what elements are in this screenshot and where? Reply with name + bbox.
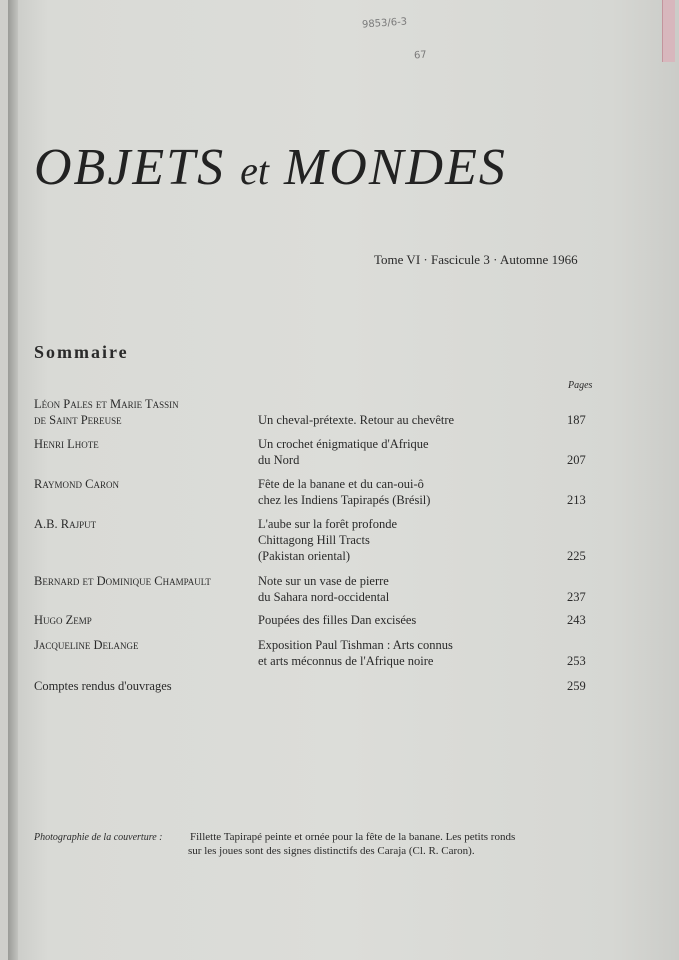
- title-part-et: et: [240, 148, 269, 193]
- toc-article-title: [258, 476, 548, 508]
- pencil-mark-shelf: 9853/6-3: [361, 16, 408, 31]
- toc-author-line: Raymond Caron: [34, 477, 119, 491]
- toc-page-number: 225: [567, 549, 586, 563]
- cover-caption-line2: sur les joues sont des signes distinctifs des Caraja (Cl. R. Caron).: [188, 845, 475, 857]
- journal-title: [34, 138, 634, 197]
- cover-caption-label: Photographie de la couverture :: [34, 832, 163, 843]
- toc-page-number: 253: [567, 654, 586, 668]
- toc-article-line: chez les Indiens Tapirapés (Brésil): [258, 493, 431, 507]
- cover-caption-line1: Fillette Tapirapé peinte et ornée pour la fête de la banane. Les petits ronds: [190, 831, 516, 843]
- toc-page-number: 187: [567, 413, 586, 427]
- toc-author: [34, 436, 254, 452]
- toc-author-line: Henri Lhote: [34, 437, 99, 451]
- toc-article-line: Exposition Paul Tishman : Arts connus: [258, 638, 453, 652]
- pencil-mark-number: 67: [413, 49, 428, 62]
- toc-article-title: [258, 573, 548, 605]
- toc-author-line: A.B. Rajput: [34, 517, 97, 531]
- toc-author-line: Hugo Zemp: [34, 613, 92, 627]
- binding-spine: [8, 0, 18, 960]
- title-part-objets: OBJETS: [34, 139, 226, 196]
- toc-author: [34, 396, 254, 428]
- toc-author: [34, 612, 254, 628]
- toc-author: [34, 476, 254, 492]
- issue-info: Tome VI · Fascicule 3 · Automne 1966: [374, 252, 578, 267]
- toc-page-number: 237: [567, 590, 586, 604]
- toc-article-line: du Nord: [258, 453, 300, 467]
- toc-author-line: de Saint Pereuse: [34, 413, 122, 427]
- toc-article-title: [258, 637, 548, 669]
- toc-article-line: Un crochet énigmatique d'Afrique: [258, 437, 429, 451]
- toc-article-line: Un cheval-prétexte. Retour au chevêtre: [258, 413, 455, 427]
- toc-article-title: [258, 412, 548, 428]
- toc-article-line: et arts méconnus de l'Afrique noire: [258, 654, 434, 668]
- toc-page-number: 207: [567, 453, 586, 467]
- toc-article-line: Chittagong Hill Tracts: [258, 533, 370, 547]
- toc-author-line: Bernard et Dominique Champault: [34, 574, 211, 588]
- toc-article-line: (Pakistan oriental): [258, 549, 350, 563]
- toc-author: [34, 637, 254, 653]
- toc-article-line: du Sahara nord-occidental: [258, 590, 390, 604]
- toc-article-line: Poupées des filles Dan excisées: [258, 613, 417, 627]
- toc-article-line: Note sur un vase de pierre: [258, 574, 389, 588]
- toc-author: [34, 573, 254, 589]
- toc-author-line: Léon Pales et Marie Tassin: [34, 397, 179, 411]
- contents-heading: Sommaire: [34, 342, 129, 362]
- toc-article-title: [258, 436, 548, 468]
- toc-article-title: [258, 612, 548, 628]
- toc-page-number: 259: [567, 679, 586, 693]
- toc-page-number: 213: [567, 493, 586, 507]
- toc-page-number: 243: [567, 613, 586, 627]
- toc-author: [34, 516, 254, 532]
- toc-article-title: [258, 516, 548, 564]
- title-part-mondes: MONDES: [283, 139, 507, 196]
- reviews-label: Comptes rendus d'ouvrages: [34, 679, 172, 693]
- toc-article-line: Fête de la banane et du can-oui-ô: [258, 477, 424, 491]
- toc-author-line: Jacqueline Delange: [34, 638, 139, 652]
- pages-column-label: Pages: [568, 380, 593, 391]
- library-sticker: [662, 0, 675, 62]
- toc-article-line: L'aube sur la forêt profonde: [258, 517, 398, 531]
